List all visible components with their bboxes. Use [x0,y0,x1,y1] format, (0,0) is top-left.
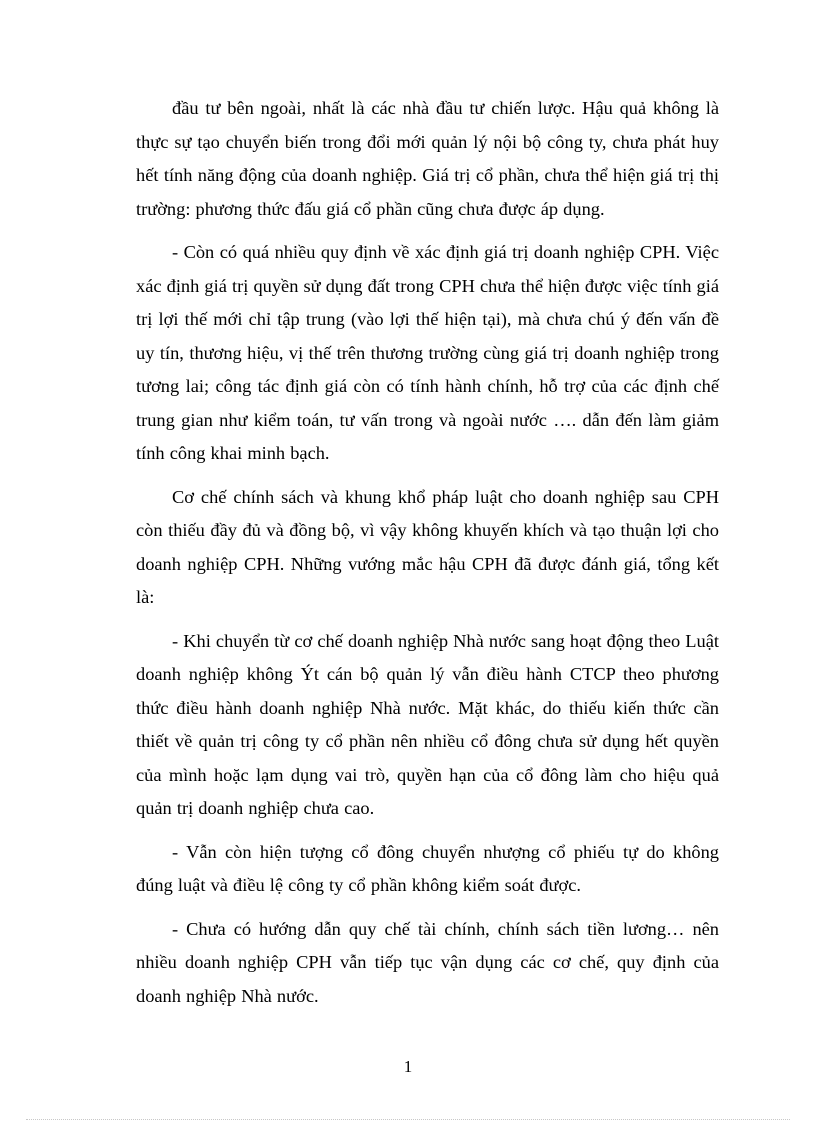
paragraph-2: - Còn có quá nhiều quy định về xác định giá trị doanh nghiệp CPH. Việc xác định giá trị quyền sử dụng đất trong CPH chưa thể hiện được việc tính giá trị lợi thế mới chỉ tập trung (vào lợi thế hiện tại), mà chưa chú ý đến vấn đề uy tín, thương hiệu, vị thế trên thương trường cùng giá trị doanh nghiệp trong tương lai; công tác định giá còn có tính hành chính, hỗ trợ của các định chế trung gian như kiểm toán, tư vấn trong và ngoài nước …. dẫn đến làm giảm tính công khai minh bạch. [136,242,719,463]
paragraph-3: Cơ chế chính sách và khung khổ pháp luật cho doanh nghiệp sau CPH còn thiếu đầy đủ và đồng bộ, vì vậy không khuyến khích và tạo thuận lợi cho doanh nghiệp CPH. Những vướng mắc hậu CPH đã được đánh giá, tổng kết là: [136,486,719,607]
paragraph-4: - Khi chuyển từ cơ chế doanh nghiệp Nhà nước sang hoạt động theo Luật doanh nghiệp không Ýt cán bộ quản lý vẫn điều hành CTCP theo phương thức điều hành doanh nghiệp Nhà nước. Mặt khác, do thiếu kiến thức cần thiết về quản trị công ty cổ phần nên nhiều cổ đông chưa sử dụng hết quyền của mình hoặc lạm dụng vai trò, quyền hạn của cổ đông làm cho hiệu quả quản trị doanh nghiệp chưa cao. [136,630,719,818]
paragraph-6: - Chưa có hướng dẫn quy chế tài chính, chính sách tiền lương… nên nhiều doanh nghiệp CPH vẫn tiếp tục vận dụng các cơ chế, quy định của doanh nghiệp Nhà nước. [136,918,719,1006]
page-number: 1 [403,1057,413,1076]
paragraph-5: - Vẫn còn hiện tượng cổ đông chuyển nhượng cổ phiếu tự do không đúng luật và điều lệ công ty cổ phần không kiểm soát được. [136,841,719,895]
paragraph-1: đầu tư bên ngoài, nhất là các nhà đầu tư chiến lược. Hậu quả không là thực sự tạo chuyển biến trong đổi mới quản lý nội bộ công ty, chưa phát huy hết tính năng động của doanh nghiệp. Giá trị cổ phần, chưa thể hiện giá trị thị trường: phương thức đấu giá cổ phần cũng chưa được áp dụng. [136,98,719,219]
document-body [136,92,719,1023]
page-bottom-divider [26,1119,790,1120]
